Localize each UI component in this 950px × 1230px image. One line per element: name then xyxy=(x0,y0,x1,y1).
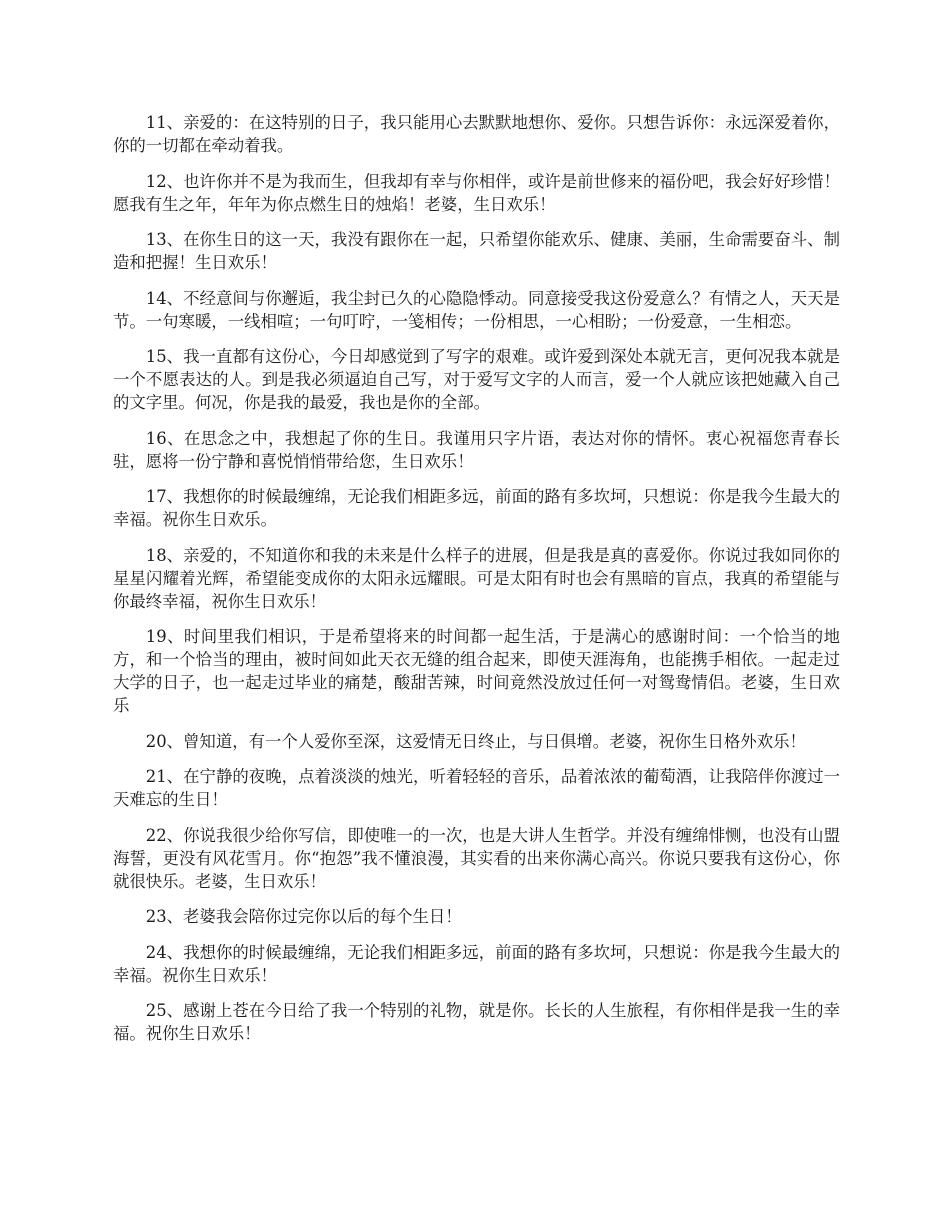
paragraph-14: 14、不经意间与你邂逅，我尘封已久的心隐隐悸动。同意接受我这份爱意么？有情之人，天天是节。一句寒暖，一线相喧；一句叮咛，一笺相传；一份相思，一心相盼；一份爱意，一生相恋。 xyxy=(113,288,840,331)
paragraph-20: 20、曾知道，有一个人爱你至深，这爱情无日终止，与日俱增。老婆，祝你生日格外欢乐！ xyxy=(145,731,806,751)
paragraph-15: 15、我一直都有这份心，今日却感觉到了写字的艰难。或许爱到深处本就无言，更何况我本就是一个不愿表达的人。到是我必须逼迫自己写，对于爱写文字的人而言，爱一个人就应该把她藏入自己的文字里。何况，你是我的最爱，我也是你的全部。 xyxy=(113,347,840,412)
paragraph-11: 11、亲爱的：在这特别的日子，我只能用心去默默地想你、爱你。只想告诉你：永远深爱着你，你的一切都在牵动着我。 xyxy=(113,113,840,155)
paragraph-16: 16、在思念之中，我想起了你的生日。我谨用只字片语，表达对你的情怀。衷心祝福您青春长驻，愿将一份宁静和喜悦悄悄带给您，生日欢乐！ xyxy=(113,428,840,471)
document-body xyxy=(113,111,840,1058)
paragraph-19: 19、时间里我们相识，于是希望将来的时间都一起生活，于是满心的感谢时间：一个恰当的地方，和一个恰当的理由，被时间如此天衣无缝的组合起来，即使天涯海角，也能携手相依。一起走过大学的日子，也一起走过毕业的痛楚，酸甜苦辣，时间竟然没放过任何一对鸳鸯情侣。老婆，生日欢乐 xyxy=(113,627,840,715)
paragraph-24: 24、我想你的时候最缠绵，无论我们相距多远，前面的路有多坎坷，只想说：你是我今生最大的幸福。祝你生日欢乐！ xyxy=(113,942,840,985)
paragraph-25: 25、感谢上苍在今日给了我一个特别的礼物，就是你。长长的人生旅程，有你相伴是我一生的幸福。祝你生日欢乐！ xyxy=(113,1001,840,1043)
paragraph-22: 22、你说我很少给你写信，即使唯一的一次，也是大讲人生哲学。并没有缠绵悱恻，也没有山盟海誓，更没有风花雪月。你“抱怨”我不懂浪漫，其实看的出来你满心高兴。你说只要我有这份心，你就很快乐。老婆，生日欢乐！ xyxy=(113,825,840,891)
paragraph-12: 12、也许你并不是为我而生，但我却有幸与你相伴，或许是前世修来的福份吧，我会好好珍惜！愿我有生之年，年年为你点燃生日的烛焰！老婆，生日欢乐！ xyxy=(113,171,840,214)
paragraph-23: 23、老婆我会陪你过完你以后的每个生日！ xyxy=(145,907,462,926)
paragraph-21: 21、在宁静的夜晚，点着淡淡的烛光，听着轻轻的音乐，品着浓浓的葡萄酒，让我陪伴你渡过一天难忘的生日！ xyxy=(113,767,840,809)
paragraph-18: 18、亲爱的，不知道你和我的未来是什么样子的进展，但是我是真的喜爱你。你说过我如同你的星星闪耀着光辉，希望能变成你的太阳永远耀眼。可是太阳有时也会有黑暗的盲点，我真的希望能与你最终幸福，祝你生日欢乐！ xyxy=(113,545,840,611)
paragraph-13: 13、在你生日的这一天，我没有跟你在一起，只希望你能欢乐、健康、美丽，生命需要奋斗、制造和把握！生日欢乐！ xyxy=(113,230,840,272)
paragraph-17: 17、我想你的时候最缠绵，无论我们相距多远，前面的路有多坎坷，只想说：你是我今生最大的幸福。祝你生日欢乐。 xyxy=(113,487,840,529)
